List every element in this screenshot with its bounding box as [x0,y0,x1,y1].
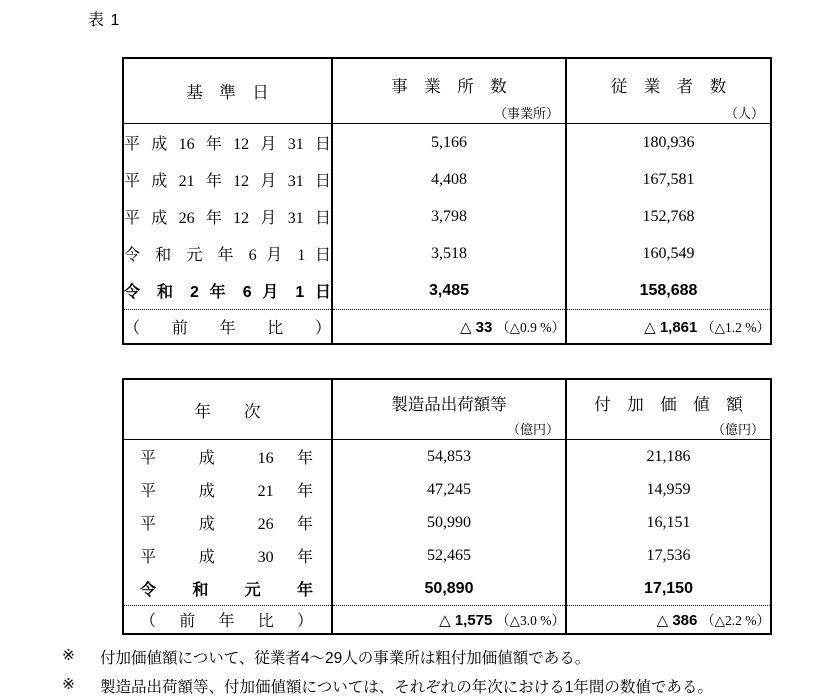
establishments-cell: 3,485 [332,272,566,310]
header-label: 事 業 所 数 [391,76,507,96]
yoy-label-cell: （ 前 年 比 ） [123,606,332,635]
table-header-row [123,58,771,124]
header-shipments [332,379,566,440]
added-value-cell: 16,151 [566,506,771,539]
header-label: 基 準 日 [186,83,269,102]
unit-label-establishments: （事業所） [493,106,559,121]
table-row [123,235,771,272]
reference-mark: ※ [62,647,75,664]
year-cell: 平 成 26 年 [140,516,313,533]
yoy-percent: （△2.2 %） [701,613,770,628]
yoy-value: △ 386 [656,612,698,629]
yoy-added-value-cell [566,606,771,635]
header-reference-date [123,58,332,124]
year-cell: 令 和 元 年 [140,582,313,599]
employees-cell: 167,581 [566,161,771,198]
unit-label-persons: （人） [724,106,764,121]
added-value-cell: 17,536 [566,539,771,572]
yoy-percent: （△0.9 %） [496,320,565,335]
yoy-value: △ 33 [459,319,493,336]
yoy-percent: （△3.0 %） [496,613,565,628]
page-title: 表 1 [88,12,121,29]
reference-date-cell: 平成26年12月31日 [124,210,331,227]
establishments-cell: 5,166 [332,124,566,162]
reference-date-cell: 令 和 2 年 6 月 1 日 [124,284,331,301]
table-header-row [123,379,771,440]
reference-date-cell: 平成16年12月31日 [124,136,331,153]
header-year [123,379,332,440]
yoy-shipments-cell [332,606,566,635]
table-row [123,539,771,572]
table-row-latest [123,272,771,310]
reference-date-cell: 平成21年12月31日 [124,173,331,190]
shipments-added-value-table [122,378,772,635]
shipments-cell: 50,890 [332,572,566,606]
footnote [62,675,713,697]
year-cell: 平 成 21 年 [140,483,313,500]
yoy-percent: （△1.2 %） [701,320,770,335]
yoy-employees-cell [566,310,771,345]
reference-date-cell: 令 和 元 年 6 月 1 日 [124,247,331,264]
table-row [123,440,771,474]
added-value-cell: 14,959 [566,473,771,506]
header-label: 製造品出荷額等 [391,395,507,414]
header-label: 従 業 者 数 [610,76,727,96]
yoy-row [123,606,771,635]
header-added-value [566,379,771,440]
added-value-cell: 17,150 [566,572,771,606]
shipments-cell: 50,990 [332,506,566,539]
header-establishments [332,58,566,124]
added-value-cell: 21,186 [566,440,771,474]
footnotes [62,646,713,697]
shipments-cell: 47,245 [332,473,566,506]
employees-cell: 158,688 [566,272,771,310]
table-row [123,124,771,162]
table-row [123,473,771,506]
footnote-text: 付加価値額について、従業者4～29人の事業所は粗付加価値額である。 [100,650,591,667]
header-label: 付 加 価 値 額 [594,395,743,414]
year-cell: 平 成 30 年 [140,549,313,566]
header-label: 年 次 [194,401,261,421]
shipments-cell: 52,465 [332,539,566,572]
footnote [62,646,713,668]
establishments-cell: 3,518 [332,235,566,272]
header-employees [566,58,771,124]
employees-cell: 160,549 [566,235,771,272]
shipments-cell: 54,853 [332,440,566,474]
establishments-cell: 3,798 [332,198,566,235]
table-row [123,161,771,198]
yoy-establishments-cell [332,310,566,345]
establishments-cell: 4,408 [332,161,566,198]
table-row-latest [123,572,771,606]
year-cell: 平 成 16 年 [140,450,313,467]
table-row [123,198,771,235]
employees-cell: 152,768 [566,198,771,235]
reference-mark: ※ [62,676,75,693]
yoy-label-cell: （ 前 年 比 ） [123,310,332,345]
yoy-value: △ 1,575 [439,612,493,629]
employees-cell: 180,936 [566,124,771,162]
unit-label-oku-yen: （億円） [711,422,764,437]
yoy-row [123,310,771,345]
unit-label-oku-yen: （億円） [506,422,559,437]
yoy-value: △ 1,861 [644,319,698,336]
footnote-text: 製造品出荷額等、付加価値額については、それぞれの年次における1年間の数値である。 [100,679,713,696]
table-row [123,506,771,539]
establishments-employees-table [122,57,772,345]
